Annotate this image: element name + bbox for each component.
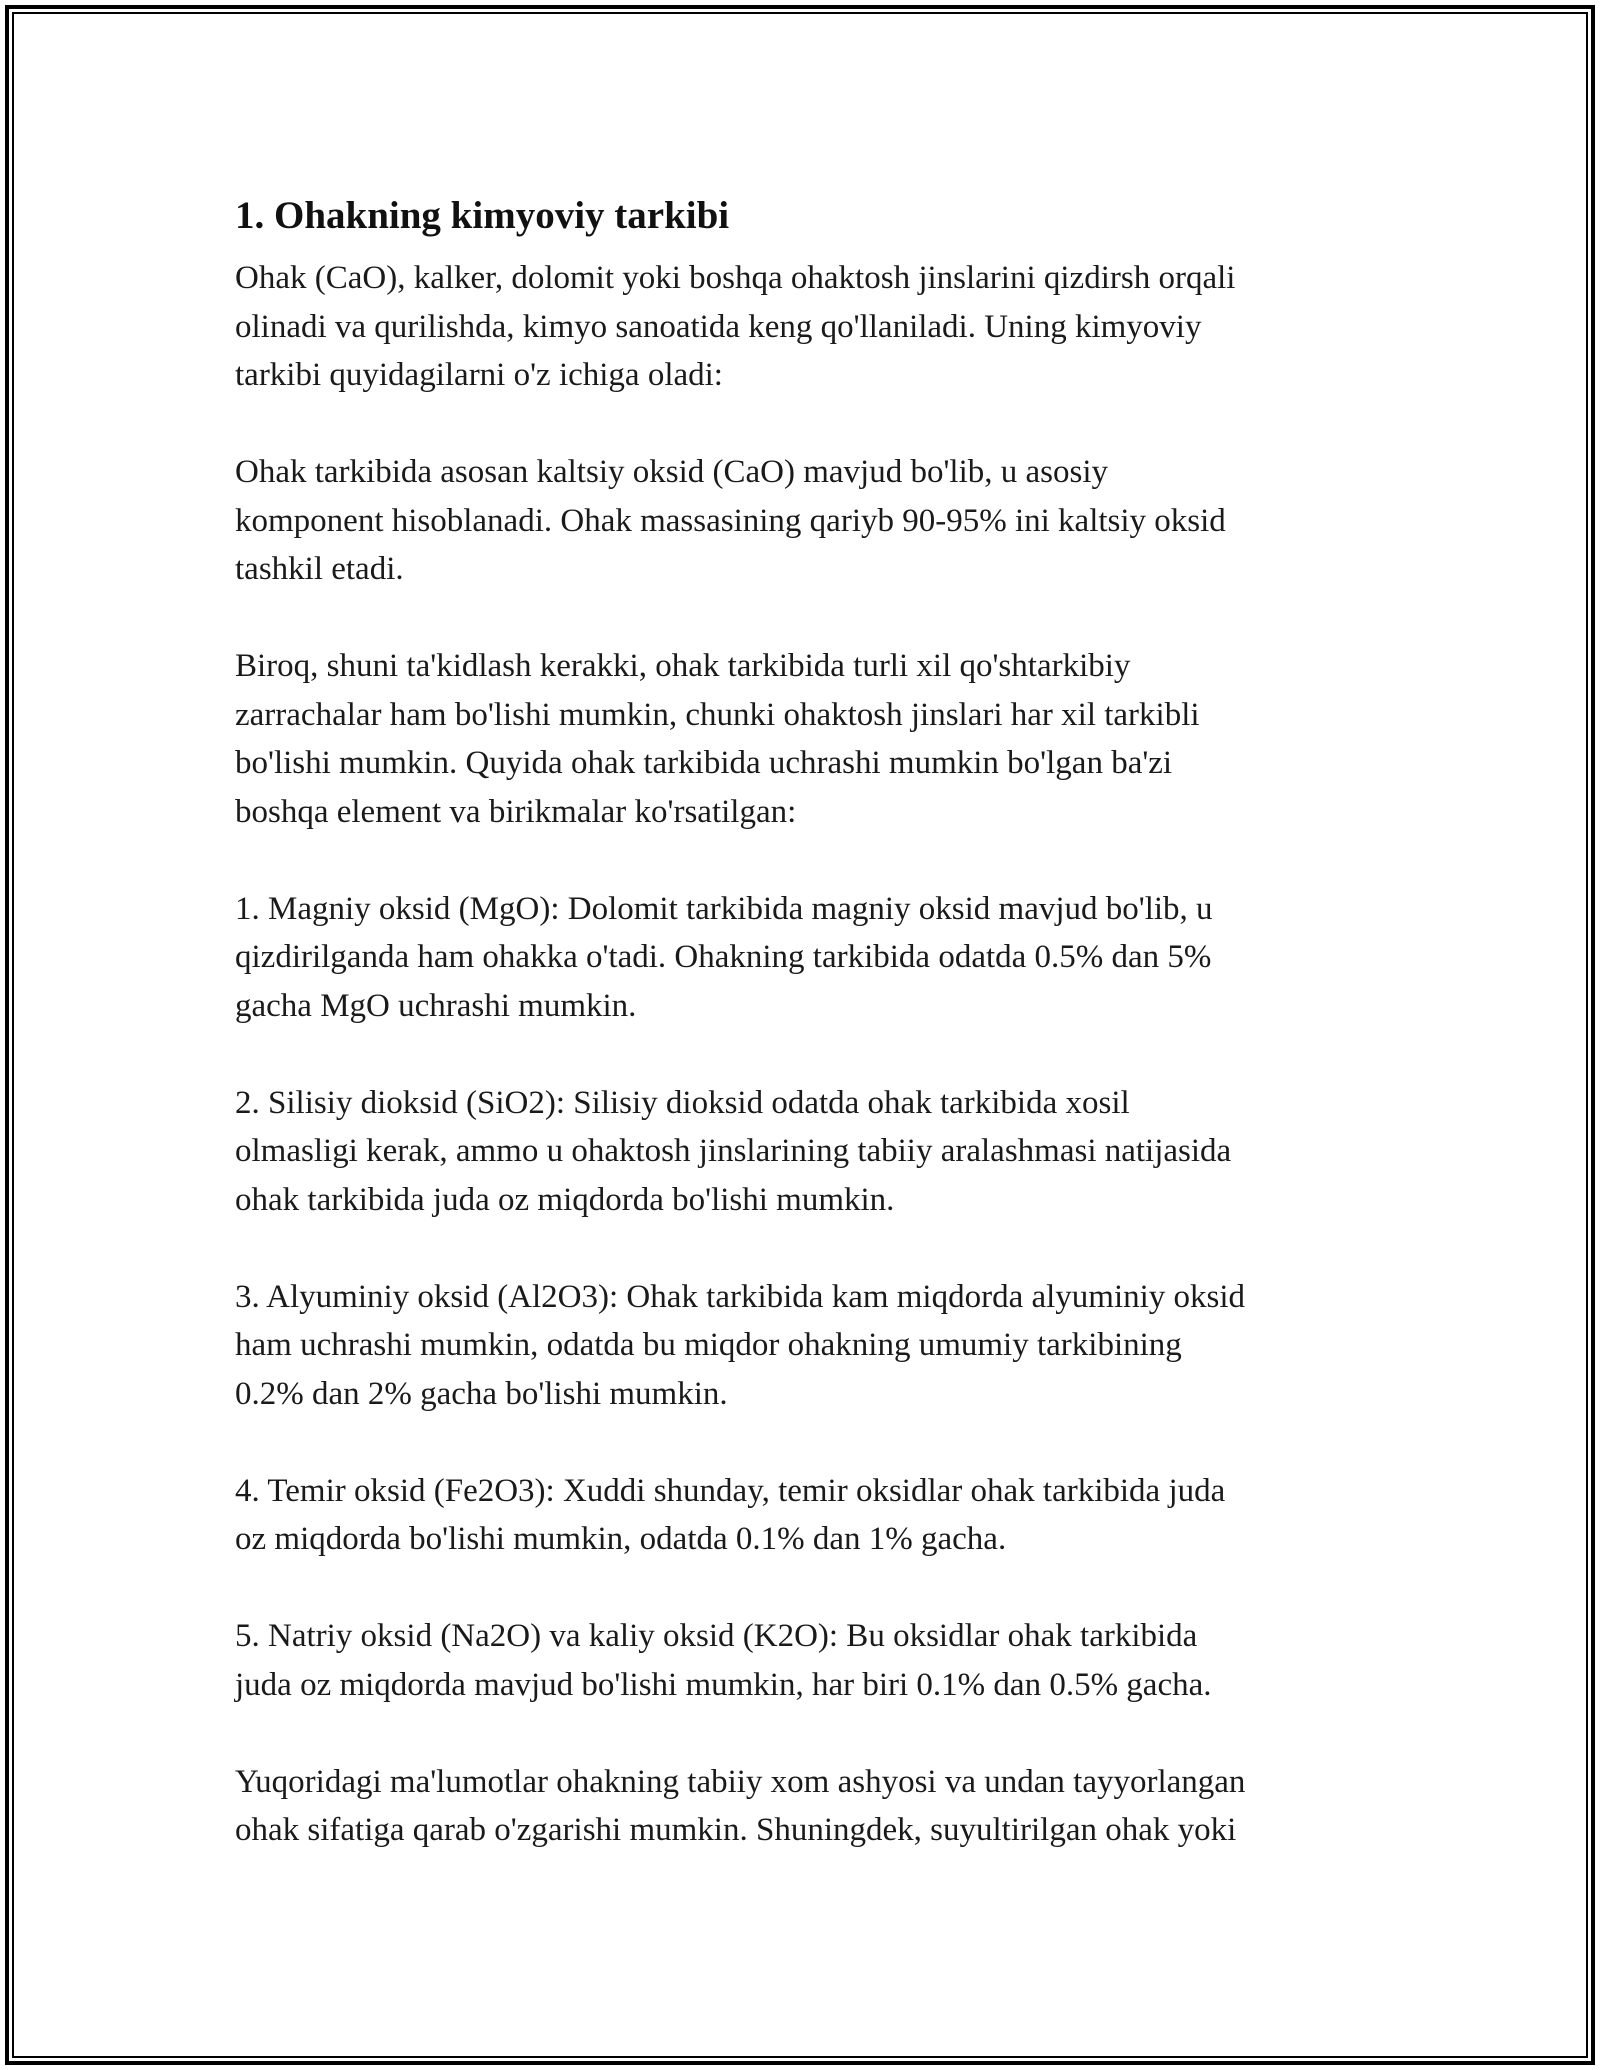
list-item-aluminium-oxide (235, 1273, 1375, 1419)
paragraph-calcium-oxide (235, 448, 1375, 594)
text-line: ohak sifatiga qarab o'zgarishi mumkin. Shuningdek, suyultirilgan ohak yoki (235, 1812, 1237, 1848)
document-body (235, 186, 1375, 1903)
text-line: oz miqdorda bo'lishi mumkin, odatda 0.1% dan 1% gacha. (235, 1521, 1007, 1557)
text-line: tarkibi quyidagilarni o'z ichiga oladi: (235, 357, 723, 393)
paragraph-conclusion (235, 1758, 1375, 1855)
text-line: Ohak tarkibida asosan kaltsiy oksid (CaO) mavjud bo'lib, u asosiy (235, 454, 1108, 490)
text-line: 5. Natriy oksid (Na2O) va kaliy oksid (K2O): Bu oksidlar ohak tarkibida (235, 1618, 1198, 1654)
text-line: qizdirilganda ham ohakka o'tadi. Ohakning tarkibida odatda 0.5% dan 5% (235, 939, 1212, 975)
text-line: 4. Temir oksid (Fe2O3): Xuddi shunday, temir oksidlar ohak tarkibida juda (235, 1472, 1226, 1509)
text-line: 1. Magniy oksid (MgO): Dolomit tarkibida magniy oksid mavjud bo'lib, u (235, 890, 1213, 927)
text-line: ohak tarkibida juda oz miqdorda bo'lishi mumkin. (235, 1181, 895, 1218)
text-line: Biroq, shuni ta'kidlash kerakki, ohak tarkibida turli xil qo'shtarkibiy (235, 648, 1131, 684)
list-item-iron-oxide (235, 1467, 1375, 1564)
text-line: 3. Alyuminiy oksid (Al2O3): Ohak tarkibida kam miqdorda alyuminiy oksid (235, 1278, 1246, 1315)
text-line: komponent hisoblanadi. Ohak massasining qariyb 90-95% ini kaltsiy oksid (235, 502, 1226, 539)
list-item-silicon-dioxide (235, 1079, 1375, 1225)
text-line: 2. Silisiy dioksid (SiO2): Silisiy dioksid odatda ohak tarkibida xosil (235, 1084, 1130, 1121)
text-line: boshqa element va birikmalar ko'rsatilgan: (235, 793, 797, 830)
text-line: ham uchrashi mumkin, odatda bu miqdor ohakning umumiy tarkibining (235, 1327, 1182, 1363)
text-line: Ohak (CaO), kalker, dolomit yoki boshqa ohaktosh jinslarini qizdirsh orqali (235, 260, 1236, 296)
paragraph-impurities (235, 642, 1375, 836)
list-item-sodium-potassium-oxide (235, 1612, 1375, 1709)
text-line: gacha MgO uchrashi mumkin. (235, 987, 637, 1024)
text-line: juda oz miqdorda mavjud bo'lishi mumkin, har biri 0.1% dan 0.5% gacha. (235, 1666, 1212, 1703)
text-line: olinadi va qurilishda, kimyo sanoatida keng qo'llaniladi. Uning kimyoviy (235, 308, 1202, 345)
page-title: 1. Ohakning kimyoviy tarkibi (235, 194, 730, 237)
text-line: bo'lishi mumkin. Quyida ohak tarkibida uchrashi mumkin bo'lgan ba'zi (235, 745, 1173, 781)
text-line: 0.2% dan 2% gacha bo'lishi mumkin. (235, 1375, 728, 1412)
text-line: tashkil etadi. (235, 551, 404, 587)
list-item-magnesium-oxide (235, 885, 1375, 1031)
text-line: Yuqoridagi ma'lumotlar ohakning tabiiy xom ashyosi va undan tayyorlangan (235, 1763, 1246, 1800)
text-line: olmasligi kerak, ammo u ohaktosh jinslarining tabiiy aralashmasi natijasida (235, 1133, 1232, 1169)
text-line: zarrachalar ham bo'lishi mumkin, chunki ohaktosh jinslari har xil tarkibli (235, 696, 1200, 733)
paragraph-intro (235, 254, 1375, 400)
